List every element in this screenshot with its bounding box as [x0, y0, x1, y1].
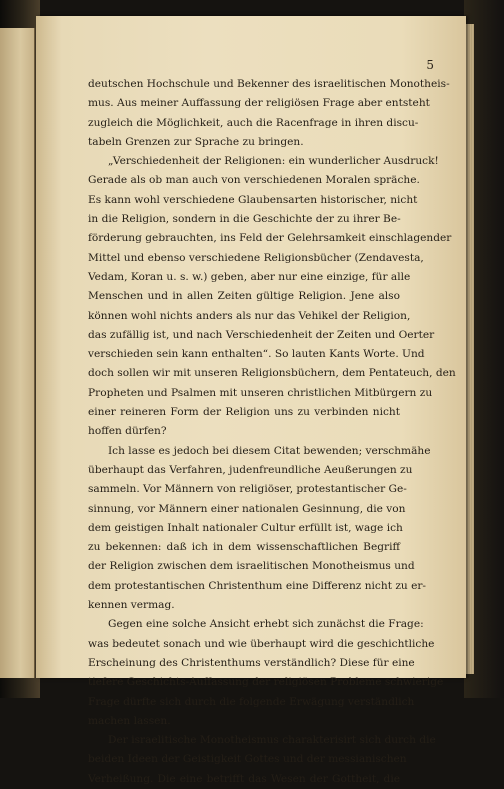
- text-line: Gerade als ob man auch von verschiedenen Moralen spräche.: [88, 174, 420, 187]
- text-line: verschieden sein kann enthalten“. So lauten Kants Worte. Und: [88, 348, 425, 361]
- text-line: Propheten und Psalmen mit unseren christlichen Mitbürgern zu: [88, 386, 433, 399]
- text-line: sammeln. Vor Männern von religiöser, protestantischer Ge-: [88, 483, 407, 496]
- text-line: machen lassen.: [88, 714, 171, 727]
- body-text: [88, 75, 456, 789]
- text-line: hoffen dürfen?: [88, 425, 167, 438]
- text-line: Erscheinung des Christenthums verständlich? Diese für eine: [88, 656, 415, 669]
- text-line: deutschen Hochschule und Bekenner des israelitischen Monotheis-: [88, 78, 450, 90]
- text-line: Verheißung. Die eine betrifft das Wesen der Gottheit, die: [88, 772, 400, 785]
- text-line: Ich lasse es jedoch bei diesem Citat bewenden; verschmähe: [108, 444, 431, 457]
- text-line: überhaupt das Verfahren, judenfreundliche Aeußerungen zu: [88, 463, 413, 476]
- text-line: Gegen eine solche Ansicht erhebt sich zunächst die Frage:: [108, 618, 424, 631]
- text-line: tiefere Geschichts-Auffassung der religiösen Probleme schwierige: [88, 676, 444, 689]
- text-line: doch sollen wir mit unseren Religionsbüchern, dem Pentateuch, den: [88, 367, 456, 380]
- text-line: Frage dürfte sich durch die folgende Erwägung verständlich: [88, 695, 415, 708]
- text-line: „Verschiedenheit der Religionen: ein wunderlicher Ausdruck!: [108, 155, 439, 168]
- text-line: beiden Ideen der Geistigkeit Gottes und der messianischen: [88, 753, 407, 766]
- text-line: förderung gebrauchten, ins Feld der Gelehrsamkeit einschlagender: [88, 232, 452, 245]
- text-line: das zufällig ist, und nach Verschiedenheit der Zeiten und Oerter: [88, 328, 435, 341]
- text-line: Mittel und ebenso verschiedene Religionsbücher (Zendavesta,: [88, 251, 424, 264]
- text-line: zugleich die Möglichkeit, auch die Racenfrage in ihren discu-: [88, 116, 419, 129]
- text-line: können wohl nichts anders als nur das Vehikel der Religion,: [88, 309, 411, 322]
- text-line: Menschen und in allen Zeiten gültige Religion. Jene also: [88, 290, 400, 303]
- text-line: kennen vermag.: [88, 599, 175, 612]
- page-number: 5: [426, 58, 434, 72]
- page-stack-edge: [466, 24, 474, 674]
- text-line: zu bekennen: daß ich in dem wissenschaftlichen Begriff: [88, 541, 400, 554]
- text-line: in die Religion, sondern in die Geschichte der zu ihrer Be-: [88, 213, 401, 226]
- text-line: mus. Aus meiner Auffassung der religiösen Frage aber entsteht: [88, 97, 430, 110]
- text-line: der Religion zwischen dem israelitischen Monotheismus und: [88, 560, 415, 573]
- text-line: einer reineren Form der Religion uns zu verbinden nicht: [88, 406, 400, 419]
- text-line: dem geistigen Inhalt nationaler Cultur erfüllt ist, wage ich: [88, 521, 403, 534]
- text-line: Es kann wohl verschiedene Glaubensarten historischer, nicht: [88, 193, 418, 206]
- text-line: sinnung, vor Männern einer nationalen Gesinnung, die von: [88, 502, 406, 515]
- text-line: dem protestantischen Christenthum eine Differenz nicht zu er-: [88, 579, 427, 592]
- text-line: tabeln Grenzen zur Sprache zu bringen.: [88, 135, 304, 148]
- previous-page-strip: [0, 28, 35, 678]
- text-line: Der israelitische Monotheismus charakterisirt sich durch die: [108, 734, 436, 747]
- text-line: was bedeutet sonach und wie überhaupt wird die geschichtliche: [88, 637, 435, 650]
- text-line: Vedam, Koran u. s. w.) geben, aber nur eine einzige, für alle: [88, 270, 411, 283]
